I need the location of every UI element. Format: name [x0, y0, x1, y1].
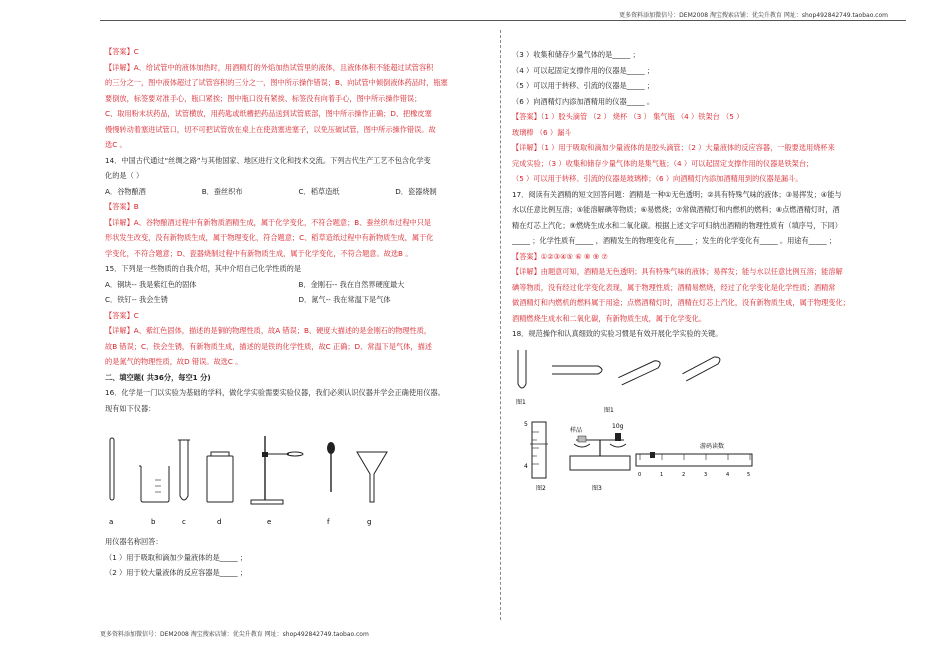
q16-stem-line: 现有如下仪器： [105, 403, 156, 413]
q14-stem-line: 14．中国古代通过“丝绸之路”与其他国家、地区进行文化和技术交流。下列古代生产工艺不包含化学变 [105, 155, 431, 165]
tilted-test-tube-icon [618, 359, 661, 385]
label-b: b [151, 518, 156, 526]
q13-detail-line: 选C 。 [105, 140, 127, 149]
q15-stem: 15．下列是一些物质的自我介绍，其中介绍自己化学性质的是 [105, 264, 302, 273]
q15-options-row2 [105, 292, 492, 308]
q16-item-5: （5 ）可以用于转移、引流的仪器是_____ ； [512, 81, 655, 90]
label-a: a [109, 518, 114, 526]
q17-detail-line: 碘等物质，没有经过化学变化表现，属于物理性质；酒精易燃烧，经过了化学变化是化学性质；酒精常 [512, 282, 836, 292]
q16-detail-line: 【详解】（1 ）用于吸取和滴加少量液体的是胶头滴管；（2 ）大量液体的反应容器，一般要选用烧杯来 [512, 143, 835, 152]
q15-answer: 【答案】C [105, 310, 139, 320]
label-f: f [327, 518, 330, 526]
scale-tick-2: 2 [682, 471, 686, 478]
scale-tick-0: 0 [638, 471, 642, 478]
q15-option-c: C．铁钉-- 我会生锈 [105, 295, 168, 304]
section-heading: 二、填空题( 共36分，每空1 分) [105, 372, 211, 382]
q18-stem: 18．规范操作和认真细致的实验习惯是有效开展化学实验的关键。 [512, 329, 723, 338]
q15-option-d: D．氮气-- 我在常温下是气体 [298, 295, 391, 304]
q16-detail-line: （5 ）可以用于转移、引流的仪器是玻璃棒；（6 ）向酒精灯内添加酒精用到的仪器是漏斗。 [512, 174, 803, 183]
header-rule [100, 20, 906, 21]
measuring-cylinder-icon [530, 422, 548, 478]
page-header-text: 更多资料添加微信号：DEM2008 淘宝搜索店铺：优尖升教育 网址：shop492842749.taobao.com [619, 12, 888, 19]
q17-detail-line: 【详解】由题意可知，酒精是无色透明；具有特殊气味的液体；易挥发；能与水以任意比例互溶；能溶解 [512, 267, 843, 276]
q15-detail-line: 故B 错误；C、铁会生锈，有新物质生成，描述的是铁的化学性质，故C 正确；D、常温下是气体，描述 [105, 341, 432, 351]
q14-options [105, 184, 492, 200]
q17-detail-line: 做酒精灯和内燃机的燃料属于用途；点燃酒精灯时，酒精在灯芯上汽化，没有新物质生成，属于物理变化； [512, 298, 850, 307]
weight-label: 10g [612, 422, 624, 430]
q14-option-d: D．瓷器烧制 [395, 186, 437, 196]
q14-detail-line: 学变化，不符合题意；D、瓷器烧制过程中有新物质生成，属于化学变化，不符合题意。故选B 。 [105, 248, 413, 258]
q14-option-a: A．谷物酿酒 [105, 186, 146, 196]
left-column [105, 44, 492, 581]
q13-detail-line: 要倒放，标签要对准手心，瓶口紧挨；图中瓶口没有紧挨、标签没有向着手心，图中所示操作错误； [105, 93, 422, 103]
dropper-icon [327, 442, 335, 492]
q14-stem-line: 化的是（ ） [105, 171, 144, 180]
page-footer-text: 更多资料添加微信号：DEM2008 淘宝搜索店铺：优尖升教育 网址：shop492842749.taobao.com [100, 631, 369, 638]
q16-item-1: （1 ）用于吸取和滴加少量液体的是_____ ； [105, 552, 248, 562]
cylinder-mark-5: 5 [524, 420, 528, 428]
q16-answer-line: 玻璃棒 （6 ）漏斗 [512, 127, 572, 137]
cylinder-mark-4: 4 [524, 462, 528, 470]
q15-options-row1 [105, 277, 492, 293]
q15-detail-line: 【详解】A、紫红色固体，描述的是铜的物理性质，故A 错误；B、硬度大描述的是金刚石的物理性质， [105, 326, 432, 335]
q13-detail-line: 【详解】A、给试管中的液体加热时，用酒精灯的外焰加热试管里的液体，且液体体积不能超过试管容积 [105, 62, 434, 72]
fig1-label: 图1 [604, 406, 614, 414]
label-c: c [182, 518, 186, 526]
rider-scale-icon [636, 452, 752, 466]
horizontal-test-tube-icon [552, 366, 602, 374]
q13-answer: 【答案】C [105, 47, 139, 56]
label-g: g [367, 518, 372, 526]
scale-tick-1: 1 [660, 471, 664, 478]
q14-option-b: B．蚕丝织布 [201, 186, 243, 196]
q15-detail-line: 的是氮气的物理性质，故D 错误。故选C 。 [105, 357, 243, 366]
q17-stem-line: 精在灯芯上汽化；⑨燃烧生成水和二氧化碳。根据上述文字可归纳出酒精的物理性质有（填序号，下同） [512, 220, 842, 230]
fig1-label-small: 图1 [516, 398, 526, 406]
q16-item-6: （6 ）向酒精灯内添加酒精用的仪器_____ 。 [512, 96, 655, 106]
q16-item-2: （2 ）用于较大量液体的反应容器是_____ ； [105, 568, 248, 577]
q16-item-4: （4 ）可以起固定支撑作用的仪器是_____ ； [512, 65, 655, 75]
iron-stand-icon [251, 436, 303, 504]
q16-item-3: （3 ）收集和储存少量气体的是_____ ； [512, 50, 640, 59]
sample-label: 样品 [570, 426, 583, 434]
label-e: e [267, 518, 272, 526]
right-column [512, 47, 902, 504]
q13-detail-line: 慢慢转动着塞进试管口，切不可把试管放在桌上在使劲塞进塞子，以免压破试管，图中所示操作错误。故 [105, 124, 436, 134]
q14-option-c: C．稻草造纸 [298, 186, 340, 196]
instrument-figure [105, 420, 435, 530]
q14-detail-line: 形状发生改变，没有新物质生成，属于物理变化，符合题意；C、稻草造纸过程中有新物质生成，属于化 [105, 233, 434, 242]
q18-figure [512, 344, 762, 504]
q17-stem-line: _____ ；化学性质有_____ ，酒精发生的物理变化有_____ ；发生的化学变化有_____ 。用途有_____ ； [512, 236, 837, 245]
q16-detail-line: 完成实验；（3 ）收集和储存少量气体的是集气瓶；（4 ）可以起固定支撑作用的仪器是铁架台； [512, 158, 814, 168]
test-tube-icon [178, 440, 190, 500]
column-divider [500, 30, 501, 620]
beaker-icon [139, 466, 169, 502]
scale-tick-5: 5 [747, 471, 751, 478]
fig3-label: 图3 [592, 484, 602, 492]
q16-prompt: 用仪器名称回答： [105, 537, 163, 546]
q17-stem-line: 17．阅读有关酒精的短文回答问题：酒精是一种①无色透明；②具有特殊气味的液体；③易挥发；④能与 [512, 189, 842, 199]
scale-tick-4: 4 [726, 471, 730, 478]
q15-option-a: A．铜块-- 我是紫红色的固体 [105, 279, 197, 289]
q17-stem-line: 水以任意比例互溶；⑤能溶解碘等物质；⑥易燃烧；⑦常做酒精灯和内燃机的燃料；⑧点燃酒精灯时，酒 [512, 205, 840, 214]
tilted-test-tube-2-icon [682, 355, 721, 381]
balance-icon [570, 433, 630, 470]
label-d: d [217, 518, 222, 526]
upright-test-tube-icon [518, 350, 526, 388]
gas-jar-icon [207, 452, 233, 502]
q13-detail-line: 的三分之一，图中液体超过了试管容积的三分之一，图中所示操作错误；B、向试管中倾倒液体药品时，瓶塞 [105, 78, 448, 87]
q13-detail-line: C、取用粉末状药品，试管横放，用药匙或纸槽把药品送到试管底部，图中所示操作正确；D、把橡皮塞 [105, 109, 432, 118]
q16-stem-line: 16．化学是一门以实验为基础的学科，做化学实验需要实验仪器，我们必须认识仪器并学会正确使用仪器。 [105, 388, 445, 397]
fig2-label: 图2 [536, 484, 546, 492]
q14-answer: 【答案】B [105, 202, 139, 211]
q17-answer: 【答案】①②③④⑤ ⑥ ⑧ ⑨ ⑦ [512, 251, 608, 261]
rider-label: 游码读数 [700, 442, 725, 450]
q16-answer-line: 【答案】（1 ）胶头滴管 （2 ） 烧杯 （3 ） 集气瓶 （4 ）铁架台 （5 ） [512, 112, 744, 121]
q14-detail-line: 【详解】A、谷物酿酒过程中有新物质酒精生成，属于化学变化，不符合题意；B、蚕丝织布过程中只是 [105, 217, 432, 227]
scale-tick-3: 3 [704, 471, 708, 478]
funnel-icon [357, 452, 387, 502]
q17-detail-line: 酒精燃烧生成水和二氧化碳，有新物质生成，属于化学变化。 [512, 313, 707, 323]
q15-option-b: B．金刚石-- 我在自然界硬度最大 [298, 279, 405, 289]
glass-rod-icon [110, 438, 114, 500]
